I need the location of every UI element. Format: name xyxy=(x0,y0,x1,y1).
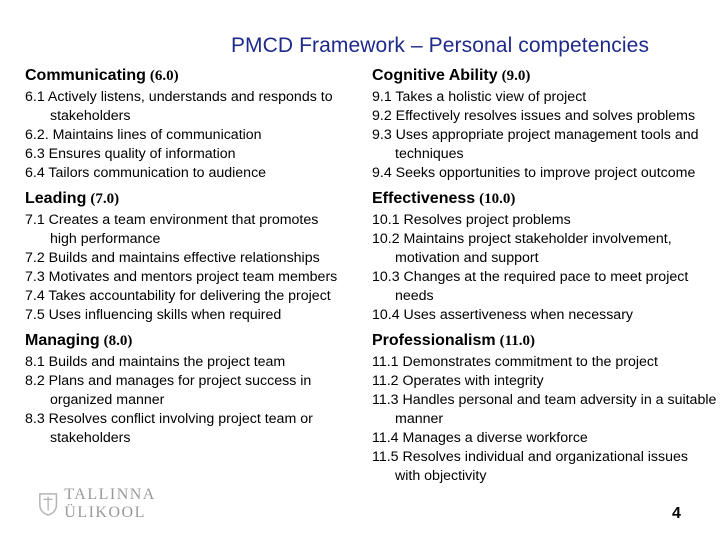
competency-item: 8.2 Plans and manages for project success in organized manner xyxy=(25,373,312,408)
section-leading xyxy=(25,189,345,325)
university-emblem-icon xyxy=(38,491,58,517)
section-professionalism xyxy=(372,331,717,486)
competency-item: 6.2. Maintains lines of communication xyxy=(25,127,262,143)
university-logo xyxy=(38,487,228,521)
competency-item: 9.1 Takes a holistic view of project xyxy=(372,89,587,105)
competency-item: 7.4 Takes accountability for delivering the project xyxy=(25,288,331,304)
section-heading xyxy=(372,331,717,351)
section-number: (9.0) xyxy=(501,68,531,84)
competency-item: 10.2 Maintains project stakeholder involvement, motivation and support xyxy=(372,231,672,266)
section-number: (6.0) xyxy=(149,68,179,84)
section-heading-text: Cognitive Ability xyxy=(372,67,498,84)
section-heading xyxy=(25,189,345,209)
competency-item: 6.4 Tailors communication to audience xyxy=(25,165,267,181)
section-heading-text: Effectiveness xyxy=(372,190,476,207)
right-column xyxy=(372,66,717,492)
slide-title: PMCD Framework – Personal competencies xyxy=(230,34,650,57)
section-number: (8.0) xyxy=(103,333,133,349)
competency-item: 10.3 Changes at the required pace to meet project needs xyxy=(372,269,689,304)
competency-item: 6.1 Actively listens, understands and responds to stakeholders xyxy=(25,89,333,124)
competency-item: 6.3 Ensures quality of information xyxy=(25,146,236,162)
competency-item: 7.3 Motivates and mentors project team members xyxy=(25,269,338,285)
competency-list xyxy=(25,88,345,183)
section-heading xyxy=(25,331,345,351)
section-heading xyxy=(372,66,717,86)
competency-item: 9.2 Effectively resolves issues and solves problems xyxy=(372,108,696,124)
section-communicating xyxy=(25,66,345,183)
section-number: (11.0) xyxy=(499,333,536,349)
section-managing xyxy=(25,331,345,448)
competency-item: 9.3 Uses appropriate project management tools and techniques xyxy=(372,127,699,162)
section-heading-text: Leading xyxy=(25,190,87,207)
competency-list xyxy=(25,211,345,325)
section-heading xyxy=(372,189,717,209)
competency-list xyxy=(372,211,717,325)
competency-item: 11.2 Operates with integrity xyxy=(372,373,544,389)
competency-item: 7.5 Uses influencing skills when required xyxy=(25,307,282,323)
competency-item: 9.4 Seeks opportunities to improve project outcome xyxy=(372,165,696,181)
section-number: (10.0) xyxy=(479,191,516,207)
competency-item: 11.4 Manages a diverse workforce xyxy=(372,430,588,446)
competency-item: 11.3 Handles personal and team adversity in a suitable manner xyxy=(372,392,717,427)
university-logo-text: TALLINNA ÜLIKOOL xyxy=(64,486,155,521)
competency-list xyxy=(25,353,345,448)
competency-item: 7.1 Creates a team environment that promotes high performance xyxy=(25,212,319,247)
competency-list xyxy=(372,353,717,486)
section-heading-text: Professionalism xyxy=(372,332,496,349)
page-number: 4 xyxy=(672,505,681,522)
section-heading-text: Communicating xyxy=(25,67,146,84)
left-column xyxy=(25,66,345,454)
section-effectiveness xyxy=(372,189,717,325)
competency-item: 11.5 Resolves individual and organizational issues with objectivity xyxy=(372,449,688,484)
competency-item: 10.4 Uses assertiveness when necessary xyxy=(372,307,634,323)
section-cognitive-ability xyxy=(372,66,717,183)
competency-item: 7.2 Builds and maintains effective relationships xyxy=(25,250,320,266)
competency-item: 8.3 Resolves conflict involving project team or stakeholders xyxy=(25,411,313,446)
section-heading-text: Managing xyxy=(25,332,100,349)
competency-item: 8.1 Builds and maintains the project team xyxy=(25,354,286,370)
section-heading xyxy=(25,66,345,86)
section-number: (7.0) xyxy=(90,191,120,207)
competency-item: 11.1 Demonstrates commitment to the project xyxy=(372,354,658,370)
competency-item: 10.1 Resolves project problems xyxy=(372,212,571,228)
competency-list xyxy=(372,88,717,183)
